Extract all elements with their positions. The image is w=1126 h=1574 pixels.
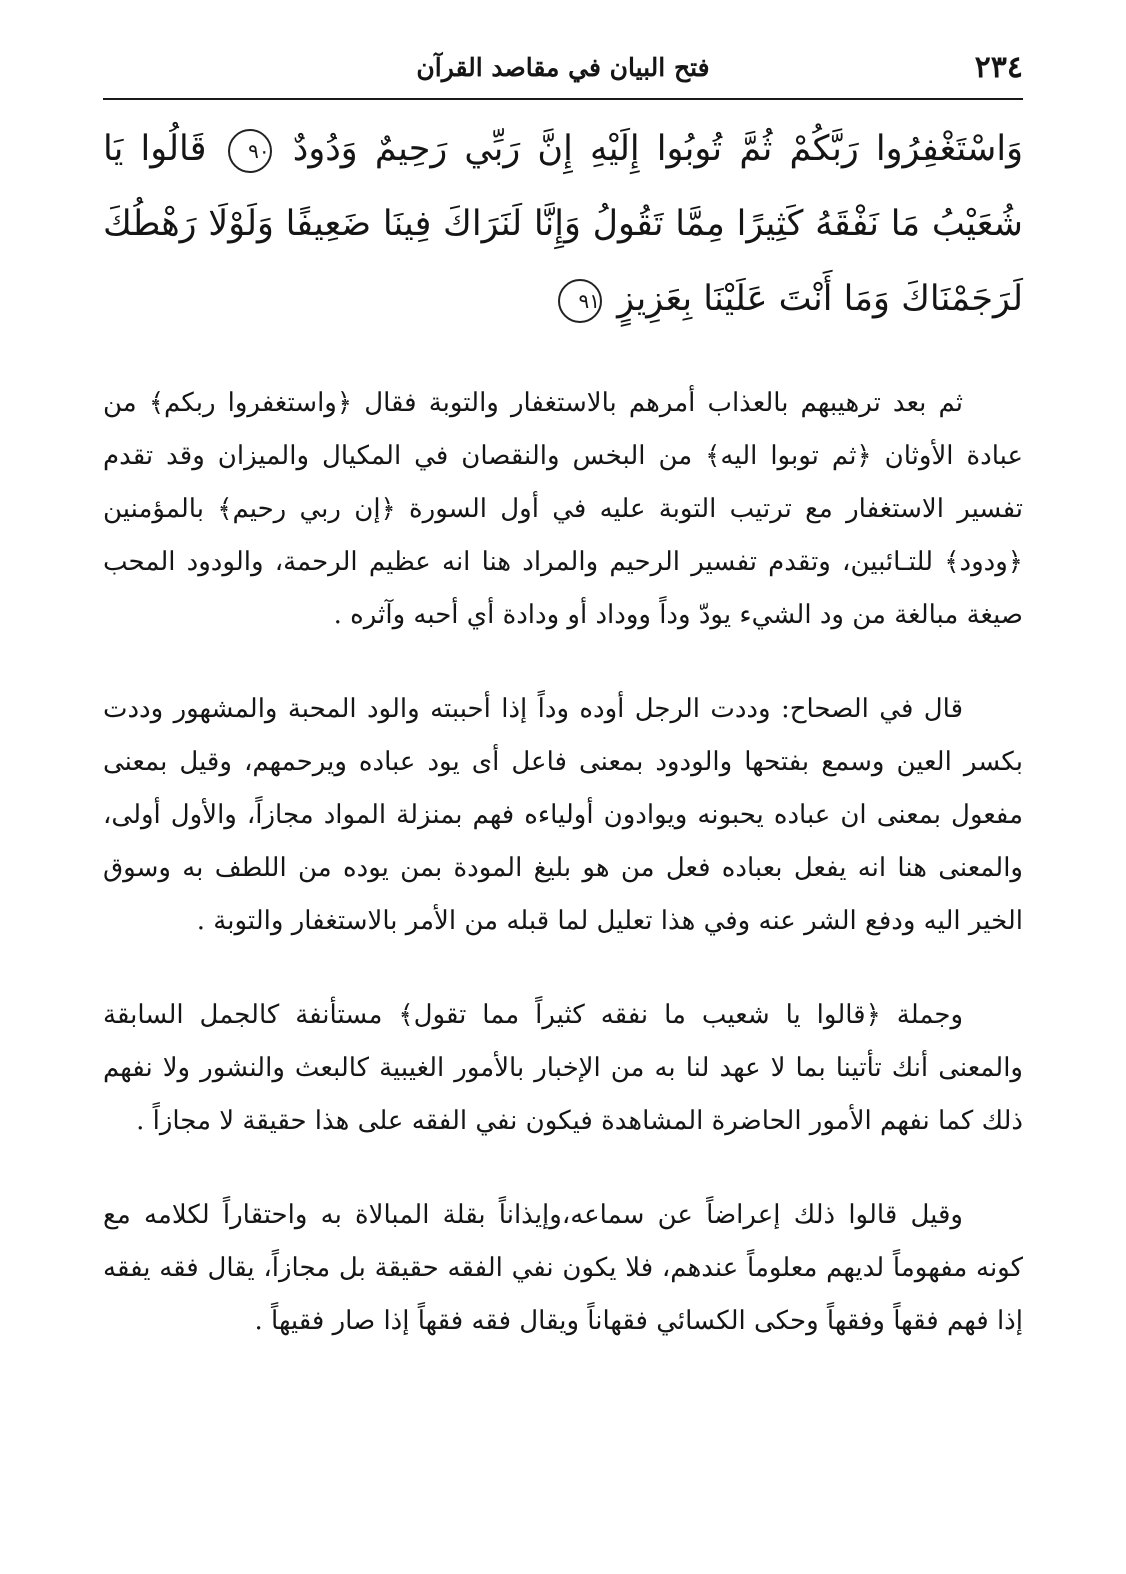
verse-text: وَاسْتَغْفِرُوا رَبَّكُمْ ثُمَّ تُوبُوا إِلَيْهِ إِنَّ رَبِّي رَحِيمٌ وَدُودٌ [292, 129, 1023, 169]
book-title: فتح البيان في مقاصد القرآن [416, 53, 710, 82]
ayah-number-marker: ٩٠ [228, 129, 272, 173]
commentary-paragraph: وجملة ﴿قالوا يا شعيب ما نفقه كثيراً مما تقول﴾ مستأنفة كالجمل السابقة والمعنى أنك تأتينا بما لا عهد لنا به من الإخبار بالأمور الغيبية كالبعث والنشور ولا نفهم ذلك كما نفهم الأمور الحاضرة المشاهدة فيكون نفي الفقه على هذا حقيقة لا مجازاً . [103, 1000, 1023, 1136]
commentary-paragraph: ثم بعد ترهيبهم بالعذاب أمرهم بالاستغفار والتوبة فقال ﴿واستغفروا ربكم﴾ من عبادة الأوثان ﴿ثم توبوا اليه﴾ من البخس والنقصان في المكيال والميزان وقد تقدم تفسير الاستغفار مع ترتيب التوبة عليه في أول السورة ﴿إن ربي رحيم﴾ بالمؤمنين ﴿ودود﴾ للتـائبين، وتقدم تفسير الرحيم والمراد هنا انه عظيم الرحمة، والودود المحب صيغة مبالغة من ود الشيء يودّ وداً ووداد أو ودادة أي أحبه وآثره . [103, 388, 1023, 630]
commentary-paragraph: وقيل قالوا ذلك إعراضاً عن سماعه،وإيذاناً بقلة المبالاة به واحتقاراً لكلامه مع كونه مفهوماً لديهم معلوماً عندهم، فلا يكون نفي الفقه حقيقة بل مجازاً، يقال فقه يفقه إذا فهم فقهاً وفقهاً وحكى الكسائي فقهاناً ويقال فقه فقهاً إذا صار فقيهاً . [103, 1200, 1023, 1336]
ayah-number-marker: ٩١ [558, 279, 602, 323]
quran-verses [103, 112, 1023, 337]
running-header [103, 40, 1023, 100]
verse-text: قَالُوا يَا شُعَيْبُ مَا نَفْقَهُ كَثِيرًا مِمَّا تَقُولُ وَإِنَّا لَنَرَاكَ فِينَا ضَعِيفًا وَلَوْلَا رَهْطُكَ لَرَجَمْنَاكَ وَمَا أَنْتَ عَلَيْنَا بِعَزِيزٍ [103, 129, 1023, 319]
commentary-body [103, 377, 1023, 1348]
page-number: ٢٣٤ [974, 50, 1023, 85]
book-page [103, 40, 1023, 1540]
commentary-paragraph: قال في الصحاح: وددت الرجل أوده وداً إذا أحببته والود المحبة والمشهور وددت بكسر العين وسمع بفتحها والودود بمعنى فاعل أى يود عباده ويرحمهم، وقيل بمعنى مفعول بمعنى ان عباده يحبونه ويوادون أولياءه فهم بمنزلة المواد مجازاً، والأول أولى، والمعنى هنا انه يفعل بعباده فعل من هو بليغ المودة بمن يوده من اللطف به وسوق الخير اليه ودفع الشر عنه وفي هذا تعليل لما قبله من الأمر بالاستغفار والتوبة . [103, 694, 1023, 936]
